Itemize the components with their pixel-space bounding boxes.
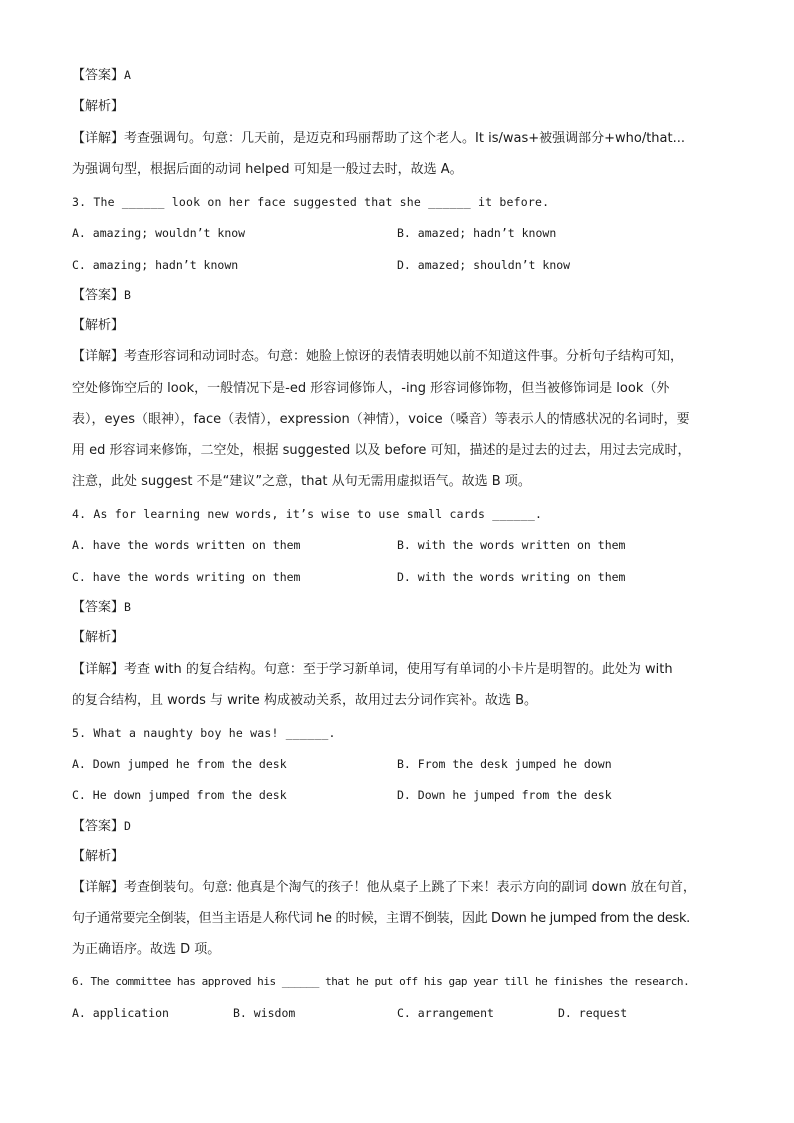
answer-label: 【答案】 bbox=[72, 68, 125, 83]
option-a: A. have the words written on them bbox=[72, 538, 301, 552]
question-stem: 5. What a naughty boy he was! ______. bbox=[72, 726, 336, 740]
detail-label: 【详解】 bbox=[72, 880, 125, 895]
detail-line bbox=[72, 879, 734, 897]
answer-value: B bbox=[124, 288, 132, 302]
answer-label: 【答案】 bbox=[72, 288, 125, 303]
answer-label: 【答案】 bbox=[72, 600, 125, 615]
detail-text: 考查倒装句。句意: 他真是个淘气的孩子！他从桌子上跳了下来！表示方向的副词 down 放在句首， bbox=[124, 880, 696, 895]
answer-line bbox=[72, 598, 734, 617]
option-d: D. request bbox=[558, 1006, 628, 1020]
detail-label: 【详解】 bbox=[72, 662, 125, 677]
detail-text: 的复合结构，且 words 与 write 构成被动关系，故用过去分词作宾补。故选 B。 bbox=[72, 693, 537, 708]
option-b: B. amazed; hadn’t known bbox=[397, 226, 557, 240]
option-c: C. He down jumped from the desk bbox=[72, 788, 287, 802]
option-c: C. arrangement bbox=[397, 1006, 494, 1020]
detail-text: 考查 with 的复合结构。句意：至于学习新单词，使用写有单词的小卡片是明智的。此处为 with bbox=[124, 662, 673, 677]
detail-label: 【详解】 bbox=[72, 131, 125, 146]
option-a: A. application bbox=[72, 1006, 169, 1020]
option-d: D. Down he jumped from the desk bbox=[397, 788, 612, 802]
detail-text: 为强调句型，根据后面的动词 helped 可知是一般过去时，故选 A。 bbox=[72, 162, 463, 177]
option-a: A. amazing; wouldn’t know bbox=[72, 226, 246, 240]
answer-line bbox=[72, 66, 734, 85]
option-a: A. Down jumped he from the desk bbox=[72, 757, 287, 771]
question-stem: 4. As for learning new words, it’s wise to use small cards ______. bbox=[72, 507, 543, 521]
question-stem: 3. The ______ look on her face suggested that she ______ it before. bbox=[72, 195, 550, 209]
detail-text: 表），eyes（眼神），face（表情），expression（神情），voice（嗓音）等表示人的情感状况的名词时，要 bbox=[72, 412, 690, 427]
detail-text: 考查形容词和动词时态。句意：她脸上惊讶的表情表明她以前不知道这件事。分析句子结构可知， bbox=[124, 349, 684, 364]
answer-line bbox=[72, 817, 734, 836]
analysis-label: 【解析】 bbox=[72, 99, 125, 114]
detail-label: 【详解】 bbox=[72, 349, 125, 364]
detail-text: 为正确语序。故选 D 项。 bbox=[72, 942, 221, 957]
detail-text: 句子通常要完全倒装，但当主语是人称代词 he 的时候，主谓不倒装，因此 Down he jumped from the desk. bbox=[72, 911, 690, 926]
answer-value: D bbox=[124, 819, 132, 833]
detail-text: 注意，此处 suggest 不是“建议”之意，that 从句无需用虚拟语气。故选 B 项。 bbox=[72, 474, 531, 489]
detail-text: 空处修饰空后的 look，一般情况下是-ed 形容词修饰人，-ing 形容词修饰物，但当被修饰词是 look（外 bbox=[72, 381, 670, 396]
option-c: C. amazing; hadn’t known bbox=[72, 258, 239, 272]
detail-text: 用 ed 形容词来修饰，二空处，根据 suggested 以及 before 可知，描述的是过去的过去，用过去完成时， bbox=[72, 443, 691, 458]
answer-value: A bbox=[124, 68, 132, 82]
option-b: B. wisdom bbox=[233, 1006, 296, 1020]
analysis-label: 【解析】 bbox=[72, 318, 125, 333]
answer-line bbox=[72, 286, 734, 305]
analysis-label: 【解析】 bbox=[72, 630, 125, 645]
detail-line bbox=[72, 130, 734, 148]
option-b: B. with the words written on them bbox=[397, 538, 626, 552]
option-d: D. amazed; shouldn’t know bbox=[397, 258, 571, 272]
detail-line bbox=[72, 661, 734, 679]
detail-line bbox=[72, 348, 734, 366]
option-b: B. From the desk jumped he down bbox=[397, 757, 612, 771]
question-stem: 6. The committee has approved his ______ that he put off his gap year till he finishes the research. bbox=[72, 975, 690, 988]
analysis-label: 【解析】 bbox=[72, 849, 125, 864]
answer-label: 【答案】 bbox=[72, 819, 125, 834]
option-d: D. with the words writing on them bbox=[397, 570, 626, 584]
option-c: C. have the words writing on them bbox=[72, 570, 301, 584]
detail-text: 考查强调句。句意：几天前，是迈克和玛丽帮助了这个老人。It is/was+被强调部分+who/that... bbox=[124, 131, 686, 146]
answer-value: B bbox=[124, 600, 132, 614]
